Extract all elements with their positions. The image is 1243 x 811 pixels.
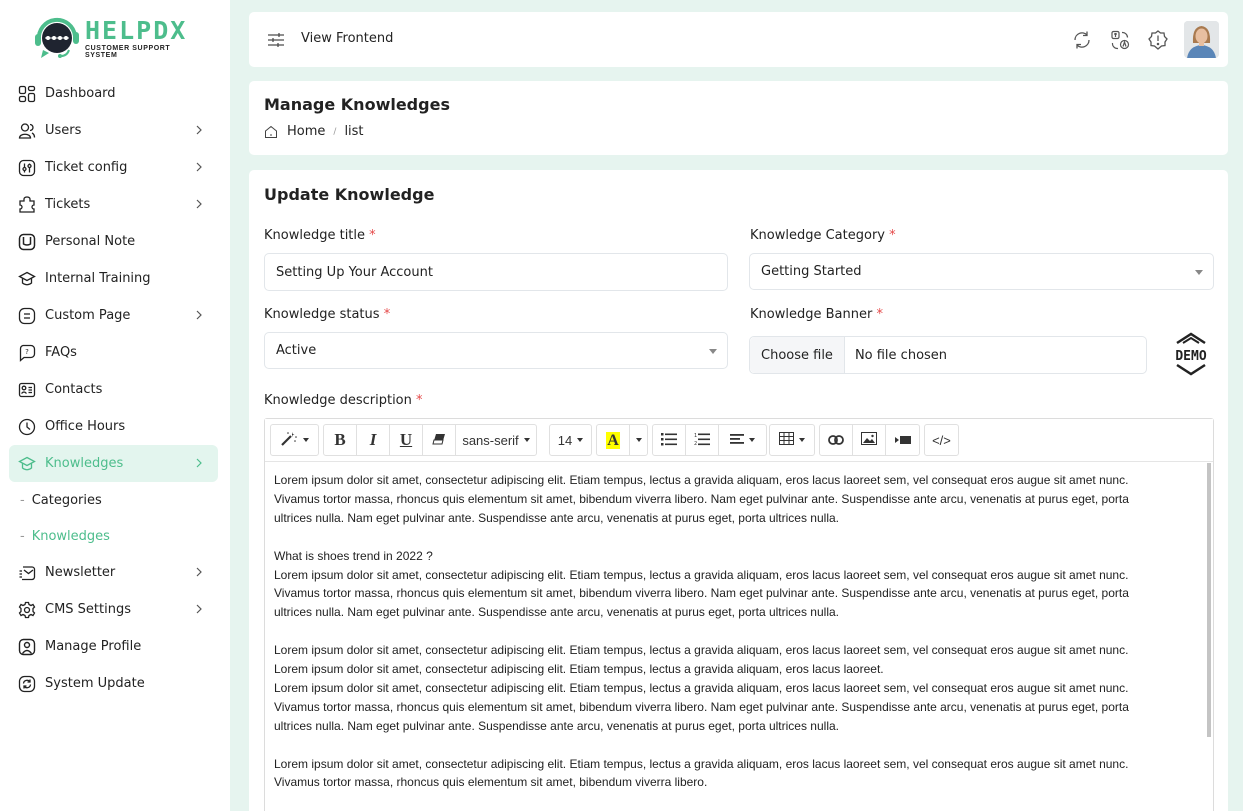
dropdown-caret-icon [1195,270,1203,275]
highlight-color-button[interactable] [597,425,630,455]
dropdown-caret-icon [524,438,530,442]
table-button[interactable] [770,425,814,455]
sidebar-item-knowledges[interactable] [9,445,218,482]
knowledge-title-input[interactable]: Setting Up Your Account [264,253,728,291]
italic-button[interactable]: I [357,425,390,455]
toolbar-group-style [270,424,319,456]
sidebar-item-newsletter[interactable] [9,554,218,591]
editor-paragraph: Vivamus tortor massa, rhoncus quis elementum sit amet, bibendum viverra libero. Nam eget pulvinar ante. Suspendisse ante arcu, venenatis at purus eget, porta [274,699,1129,714]
svg-text:1: 1 [694,432,698,439]
breadcrumb-home[interactable]: Home [287,124,326,139]
sidebar-item-label: Custom Page [45,308,131,323]
editor-paragraph: Vivamus tortor massa, rhoncus quis elementum sit amet, bibendum viverra libero. Nam eget pulvinar ante. Suspendisse ante arcu, venenatis at purus eget, porta [274,491,1129,506]
page-header [249,81,1228,155]
editor-paragraph: Lorem ipsum dolor sit amet, consectetur adipiscing elit. Etiam tempus, lectus a gravida aliquam, eros lacus laoreet sem, vel consequat eros augue sit amet nunc. [274,680,1129,695]
page-icon [18,307,36,325]
sidebar-item-contacts[interactable] [9,371,218,408]
sidebar-item-label: CMS Settings [45,602,131,617]
chevron-right-icon [192,565,206,579]
required-mark: * [416,393,423,408]
sidebar [0,0,230,811]
rich-text-editor [264,418,1214,811]
editor-paragraph: Lorem ipsum dolor sit amet, consectetur adipiscing elit. Etiam tempus, lectus a gravida aliquam, eros lacus laoreet sem, vel consequat eros augue sit amet nunc. [274,567,1129,582]
chevron-right-icon [192,123,206,137]
file-status-text: No file chosen [854,347,948,363]
color-dropdown-button[interactable] [630,425,647,455]
unordered-list-button[interactable] [653,425,686,455]
sidebar-subitem-label: Categories [31,492,102,508]
editor-paragraph: ultrices nulla. Nam eget pulvinar ante. Suspendisse ante arcu, venenatis at purus eget, porta ultrices nulla. [274,605,839,620]
gear-icon [18,601,36,619]
clear-format-button[interactable] [423,425,456,455]
title-label: Knowledge title * [264,228,376,243]
view-frontend-link[interactable]: View Frontend [301,31,394,46]
required-mark: * [876,307,883,322]
editor-paragraph: What is shoes trend in 2022 ? [274,548,433,563]
magic-wand-icon [280,431,298,450]
insert-video-button[interactable] [886,425,919,455]
required-mark: * [889,228,896,243]
sidebar-item-personal-note[interactable] [9,223,218,260]
dropdown-caret-icon [303,438,309,442]
knowledge-status-select[interactable]: Active [264,332,728,369]
translate-icon[interactable] [1109,29,1131,51]
ordered-list-button[interactable] [686,425,719,455]
sidebar-item-dashboard[interactable] [9,75,218,112]
svg-text:?: ? [25,347,29,356]
toolbar-group-table [769,424,815,456]
breadcrumb [264,124,364,139]
editor-paragraph: Lorem ipsum dolor sit amet, consectetur adipiscing elit. Etiam tempus, lectus a gravida aliquam, eros lacus laoreet sem, vel consequat eros augue sit amet nunc. [274,643,1129,658]
tickets-icon [18,196,36,214]
sidebar-item-label: System Update [45,676,145,691]
sidebar-subitem-categories[interactable] [9,482,218,518]
dashboard-icon [18,85,36,103]
alert-icon[interactable] [1147,29,1169,51]
refresh-icon [18,675,36,693]
required-mark: * [369,228,376,243]
breadcrumb-separator: / [333,126,337,137]
update-knowledge-form [249,170,1228,811]
brand-tagline: CUSTOMER SUPPORT SYSTEM [85,44,171,59]
ticket-config-icon [18,159,36,177]
choose-file-button[interactable]: Choose file [750,337,845,373]
sidebar-item-custom-page[interactable] [9,297,218,334]
editor-paragraph [274,622,1179,641]
note-icon [18,233,36,251]
graduation-cap-icon [18,455,36,473]
sidebar-item-label: Personal Note [45,234,136,249]
sidebar-subitem-label: Knowledges [31,528,110,544]
numbered-list-icon [694,432,710,449]
sidebar-item-label: FAQs [45,345,77,360]
headset-logo-icon [33,14,81,62]
image-icon [861,432,877,448]
status-label: Knowledge status * [264,307,391,322]
newsletter-icon [18,564,36,582]
toolbar-group-color [596,424,648,456]
font-family-select[interactable]: sans-serif [456,425,536,455]
text-highlight-icon: A [607,431,619,449]
home-icon [264,125,278,139]
dropdown-caret-icon [799,438,805,442]
contacts-icon [18,381,36,399]
chevron-right-icon [192,602,206,616]
sidebar-item-label: Tickets [45,197,91,212]
editor-content[interactable] [274,471,1179,792]
brand-logo[interactable] [33,14,193,62]
profile-icon [18,638,36,656]
paragraph-align-button[interactable] [719,425,766,455]
required-mark: * [383,307,391,322]
dash-icon: - [20,528,25,544]
chevron-right-icon [192,308,206,322]
svg-text:2: 2 [694,440,698,446]
sidebar-item-label: Users [45,123,82,138]
video-icon [895,433,911,448]
dropdown-caret-icon [709,349,717,354]
insert-image-button[interactable] [853,425,886,455]
sidebar-item-users[interactable] [9,112,218,149]
chevron-right-icon [192,456,206,470]
toolbar-group-font [323,424,537,456]
bold-button[interactable]: B [324,425,357,455]
editor-paragraph: Lorem ipsum dolor sit amet, consectetur adipiscing elit. Etiam tempus, lectus a gravida aliquam, eros lacus laoreet. [274,662,884,677]
sidebar-item-ticket-config[interactable] [9,149,218,186]
toolbar-group-insert [819,424,920,456]
sidebar-item-label: Manage Profile [45,639,142,654]
editor-paragraph: Vivamus tortor massa, rhoncus quis elementum sit amet, bibendum viverra libero. Nam eget pulvinar ante. Suspendisse ante arcu, venenatis at purus eget, porta [274,586,1129,601]
editor-paragraph [274,736,1179,755]
sidebar-subitem-knowledges[interactable] [9,518,218,554]
sidebar-item-label: Internal Training [45,271,151,286]
editor-toolbar [265,419,1213,462]
banner-preview-image [1169,331,1213,377]
sidebar-item-faqs[interactable] [9,334,218,371]
sidebar-item-label: Office Hours [45,419,126,434]
brand-name: HELPDX [85,15,188,45]
sidebar-nav [9,75,218,702]
users-icon [18,122,36,140]
sidebar-item-system-update[interactable] [9,665,218,702]
knowledge-banner-file-input[interactable] [749,336,1147,374]
bullet-list-icon [661,432,677,449]
sidebar-item-label: Dashboard [45,86,116,101]
chevron-right-icon [192,197,206,211]
dash-icon: - [20,492,25,508]
code-view-button[interactable]: </> [932,432,951,448]
editor-scrollbar[interactable] [1207,463,1211,737]
sync-icon[interactable] [1071,29,1093,51]
banner-label: Knowledge Banner * [750,307,883,322]
editor-paragraph [274,528,1179,547]
toolbar-group-view [924,424,959,456]
knowledge-category-select[interactable]: Getting Started [749,253,1214,290]
link-icon [828,433,844,448]
category-label: Knowledge Category * [750,228,896,243]
editor-paragraph: ultrices nulla. Nam eget pulvinar ante. Suspendisse ante arcu, venenatis at purus eget, porta ultrices nulla. [274,718,839,733]
sidebar-item-office-hours[interactable] [9,408,218,445]
font-size-select[interactable]: 14 [550,425,591,455]
editor-paragraph: ultrices nulla. Nam eget pulvinar ante. Suspendisse ante arcu, venenatis at purus eget, porta ultrices nulla. [274,510,839,525]
user-avatar[interactable] [1184,21,1219,58]
description-label: Knowledge description * [264,393,423,408]
editor-paragraph: Lorem ipsum dolor sit amet, consectetur adipiscing elit. Etiam tempus, lectus a gravida aliquam, eros lacus laoreet sem, vel consequat eros augue sit amet nunc. [274,756,1129,771]
sidebar-item-label: Knowledges [45,456,124,471]
sidebar-item-cms-settings[interactable] [9,591,218,628]
graduation-cap-icon [18,270,36,288]
insert-link-button[interactable] [820,425,853,455]
toolbar-group-size [549,424,592,456]
toolbar-group-para [652,424,767,456]
form-title: Update Knowledge [264,185,435,204]
editor-paragraph: Vivamus tortor massa, rhoncus quis elementum sit amet, bibendum viverra libero. [274,775,708,790]
sidebar-toggle-icon[interactable] [267,31,285,53]
sidebar-item-tickets[interactable] [9,186,218,223]
eraser-icon [432,432,446,449]
magic-style-button[interactable] [271,425,318,455]
underline-button[interactable]: U [390,425,423,455]
table-icon [779,432,794,448]
clock-icon [18,418,36,436]
dropdown-caret-icon [636,438,642,442]
sidebar-item-label: Contacts [45,382,103,397]
chevron-right-icon [192,160,206,174]
dropdown-caret-icon [749,438,755,442]
faq-icon [18,344,36,362]
top-bar [249,12,1228,67]
sidebar-item-label: Ticket config [45,160,128,175]
page-title: Manage Knowledges [264,95,450,114]
sidebar-item-internal-training[interactable] [9,260,218,297]
sidebar-item-manage-profile[interactable] [9,628,218,665]
align-left-icon [730,433,744,448]
svg-text:DEMO: DEMO [1175,349,1207,364]
editor-paragraph: Lorem ipsum dolor sit amet, consectetur adipiscing elit. Etiam tempus, lectus a gravida aliquam, eros lacus laoreet sem, vel consequat eros augue sit amet nunc. [274,473,1129,487]
breadcrumb-current: list [344,124,364,139]
sidebar-item-label: Newsletter [45,565,116,580]
dropdown-caret-icon [577,438,583,442]
